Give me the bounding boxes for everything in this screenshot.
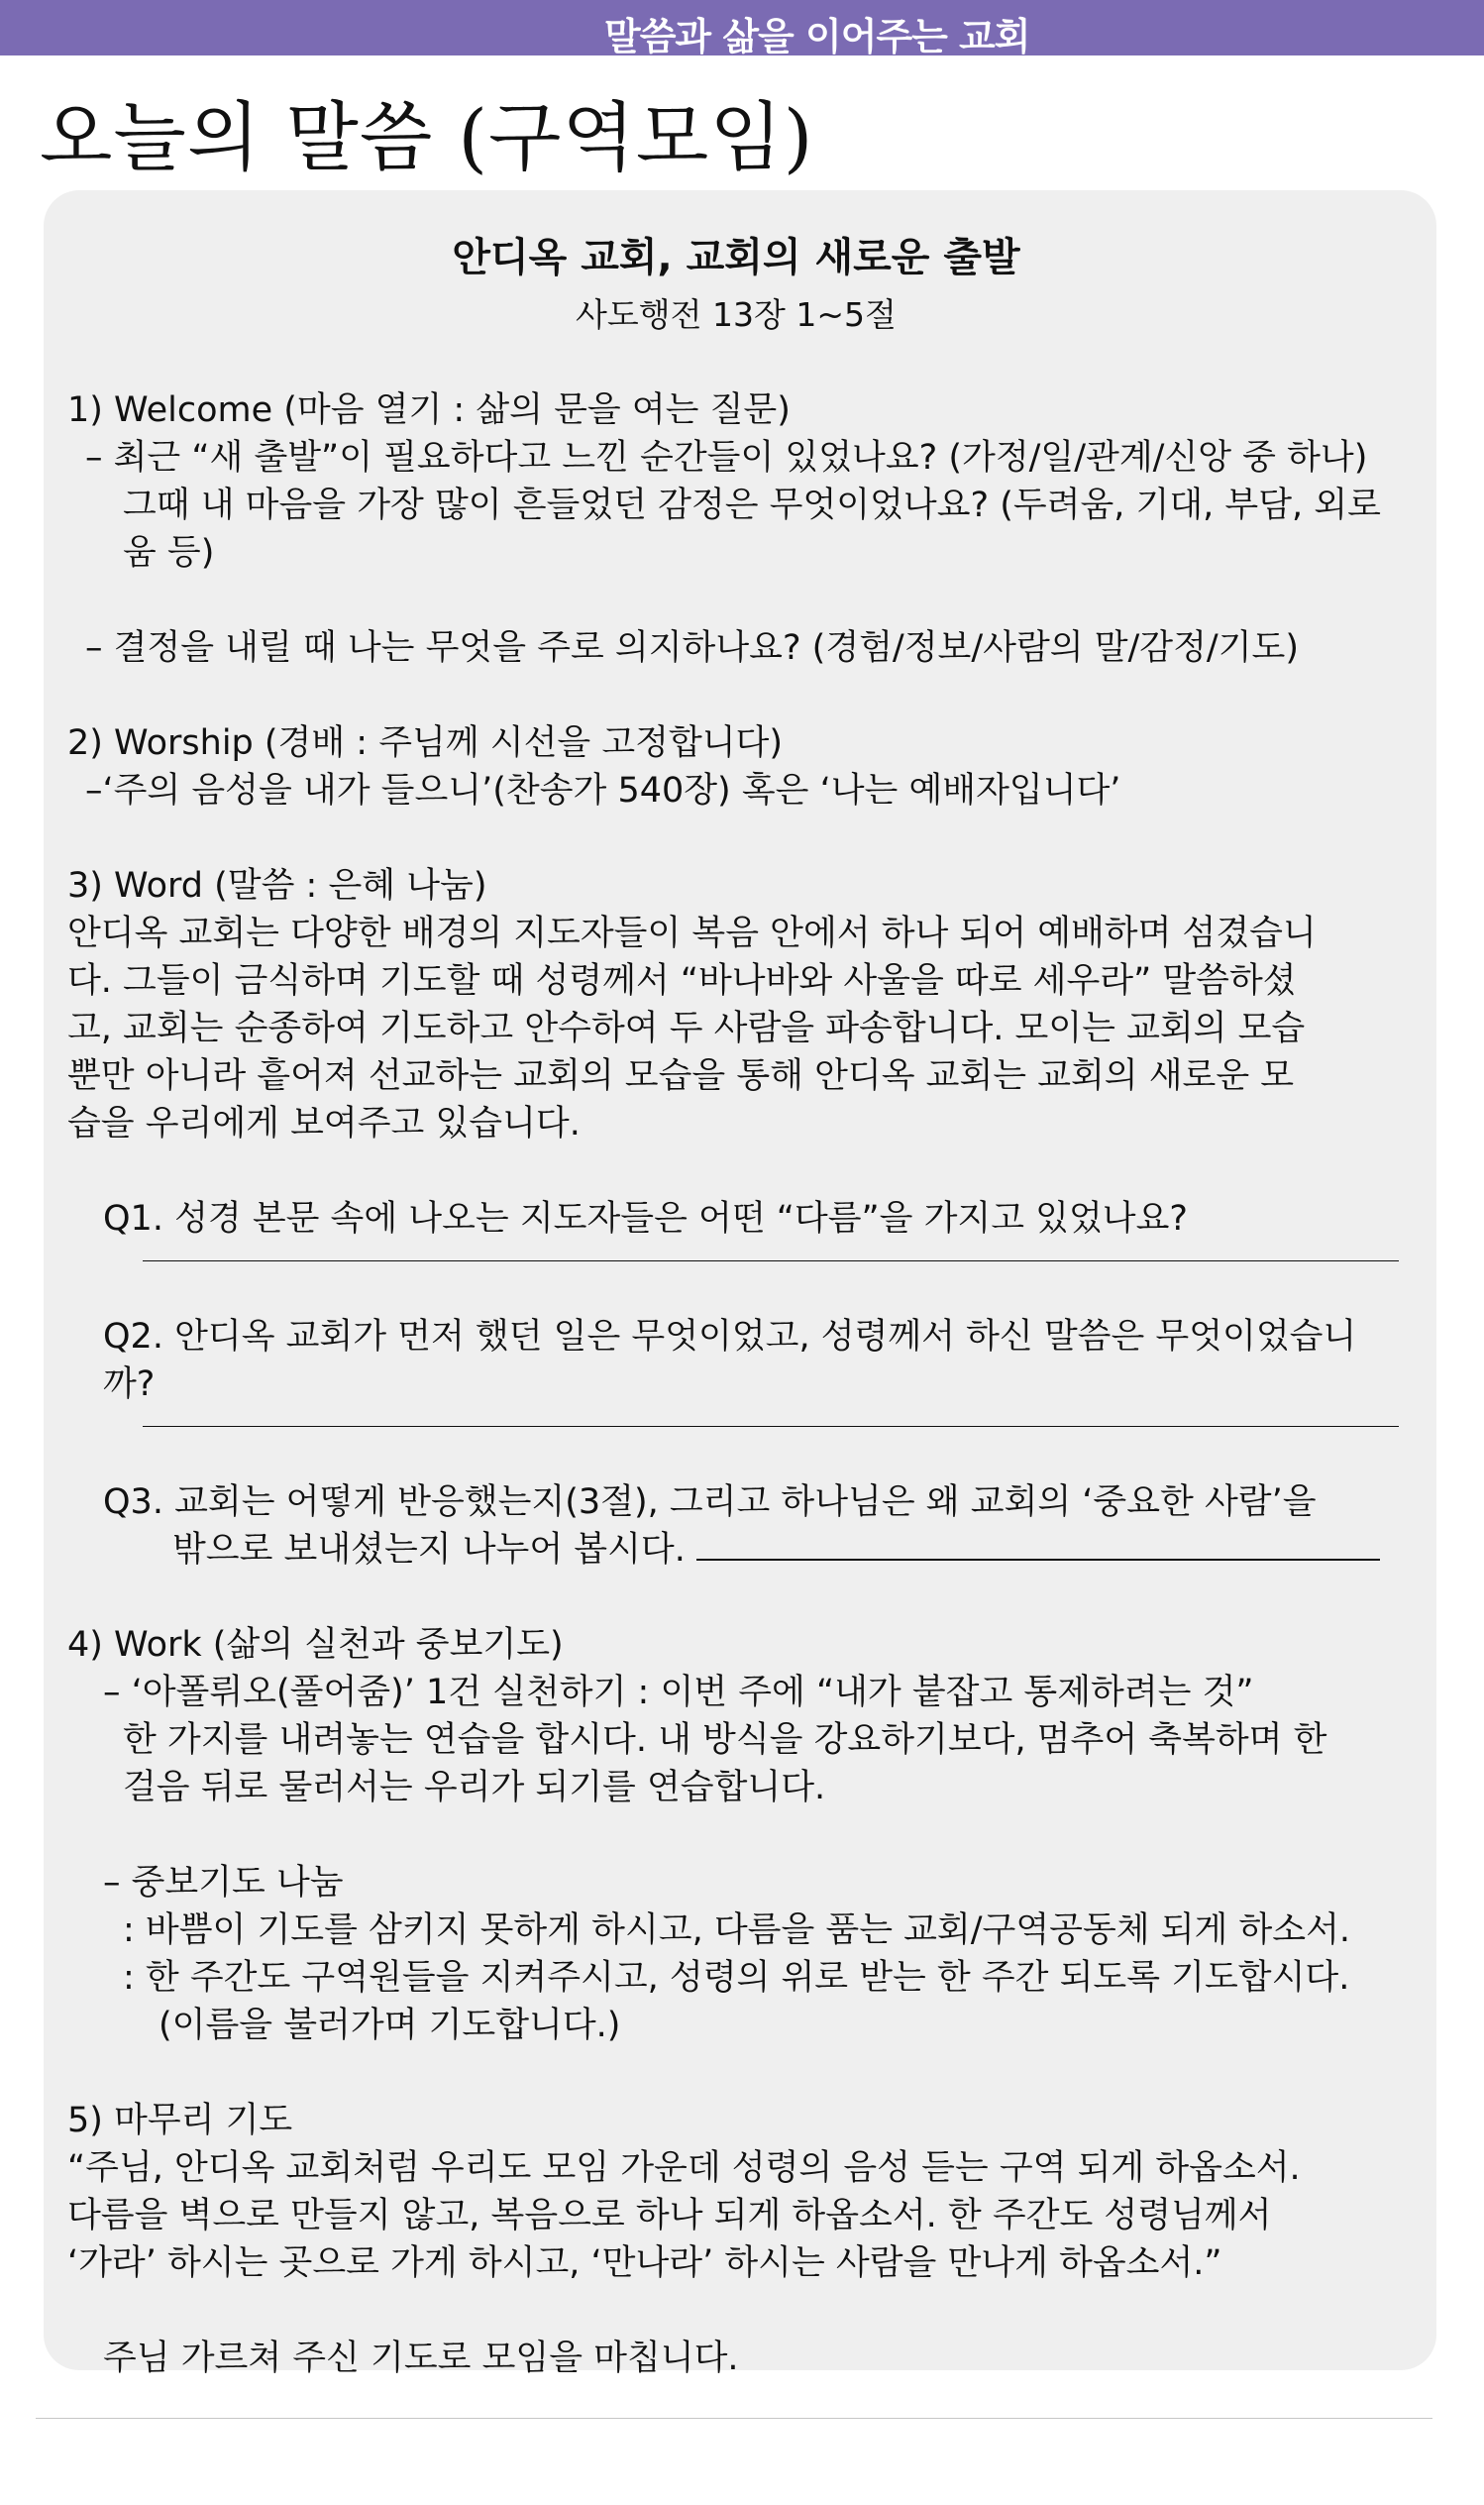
welcome-question-1: – 최근 “새 출발”이 필요하다고 느낀 순간들이 있었나요? (가정/일/관계/신앙 중 하나)	[85, 438, 1368, 478]
practice-line: – ‘아폴뤼오(풀어줌)’ 1건 실천하기 : 이번 주에 “내가 붙잡고 통제하려는 것”	[103, 1673, 1254, 1712]
section-word-heading: 3) Word (말씀 : 은혜 나눔)	[67, 866, 487, 906]
question-q3-cont-text: 밖으로 보내셨는지 나누어 봅시다.	[172, 1530, 686, 1570]
question-q1: Q1. 성경 본문 속에 나오는 지도자들은 어떤 “다름”을 가지고 있었나요?	[103, 1199, 1188, 1239]
question-q3: Q3. 교회는 어떻게 반응했는지(3절), 그리고 하나님은 왜 교회의 ‘중요한 사람’을	[103, 1482, 1317, 1522]
banner-tagline: 말씀과 삶을 이어주는 교회	[604, 15, 1030, 58]
scripture-reference: 사도행전 13장 1~5절	[576, 295, 897, 334]
section-closing-heading: 5) 마무리 기도	[67, 2101, 293, 2140]
closing-prayer-line: “주님, 안디옥 교회처럼 우리도 모임 가운데 성령의 음성 듣는 구역 되게 하옵소서.	[67, 2148, 1301, 2188]
closing-prayer-line: ‘가라’ 하시는 곳으로 가게 하시고, ‘만나라’ 하시는 사람을 만나게 하옵소서.”	[67, 2243, 1222, 2283]
section-work-heading: 4) Work (삶의 실천과 중보기도)	[67, 1625, 564, 1665]
sermon-title: 안디옥 교회, 교회의 새로운 출발	[452, 235, 1020, 280]
prayer-share-heading: – 중보기도 나눔	[103, 1863, 344, 1903]
word-paragraph-line: 다. 그들이 금식하며 기도할 때 성령께서 “바나바와 사울을 따로 세우라” 말씀하셨	[67, 961, 1297, 1001]
closing-statement: 주님 가르쳐 주신 기도로 모임을 마칩니다.	[103, 2339, 739, 2378]
welcome-question-1-cont: 그때 내 마음을 가장 많이 흔들었던 감정은 무엇이었나요? (두려움, 기대, 부담, 외로움 등)	[123, 486, 1381, 573]
prayer-item: : 한 주간도 구역원들을 지켜주시고, 성령의 위로 받는 한 주간 되도록 기도합시다.	[123, 1958, 1350, 1998]
question-q2: Q2. 안디옥 교회가 먼저 했던 일은 무엇이었고, 성령께서 하신 말씀은 무엇이었습니까?	[103, 1317, 1357, 1404]
question-q3-cont	[67, 1526, 1405, 1574]
q1-answer-line[interactable]	[143, 1260, 1399, 1261]
word-paragraph-line: 안디옥 교회는 다양한 배경의 지도자들이 복음 안에서 하나 되어 예배하며 섬겼습니	[67, 914, 1317, 953]
practice-line: 걸음 뒤로 물러서는 우리가 되기를 연습합니다.	[123, 1768, 826, 1807]
practice-line: 한 가지를 내려놓는 연습을 합시다. 내 방식을 강요하기보다, 멈추어 축복하며 한	[123, 1720, 1327, 1760]
section-worship-heading: 2) Worship (경배 : 주님께 시선을 고정합니다)	[67, 723, 784, 763]
welcome-question-2: – 결정을 내릴 때 나는 무엇을 주로 의지하나요? (경험/정보/사람의 말/감정/기도)	[85, 628, 1299, 668]
prayer-item: : 바쁨이 기도를 삼키지 못하게 하시고, 다름을 품는 교회/구역공동체 되게 하소서.	[123, 1910, 1351, 1950]
q3-answer-line[interactable]	[696, 1529, 1380, 1561]
worksheet-content	[67, 230, 1405, 2382]
word-paragraph-line: 고, 교회는 순종하여 기도하고 안수하여 두 사람을 파송합니다. 모이는 교회의 모습	[67, 1009, 1306, 1048]
worship-songs: –‘주의 음성을 내가 들으니’(찬송가 540장) 혹은 ‘나는 예배자입니다’	[85, 771, 1121, 811]
top-banner	[0, 0, 1484, 58]
closing-prayer-line: 다름을 벽으로 만들지 않고, 복음으로 하나 되게 하옵소서. 한 주간도 성령님께서	[67, 2196, 1272, 2235]
bottom-divider	[36, 2418, 1432, 2419]
page-title: 오늘의 말씀 (구역모임)	[40, 93, 814, 181]
section-welcome-heading: 1) Welcome (마음 열기 : 삶의 문을 여는 질문)	[67, 390, 791, 430]
word-paragraph-line: 습을 우리에게 보여주고 있습니다.	[67, 1104, 581, 1144]
q2-answer-line[interactable]	[143, 1426, 1399, 1427]
word-paragraph-line: 뿐만 아니라 흩어져 선교하는 교회의 모습을 통해 안디옥 교회는 교회의 새로운 모	[67, 1056, 1295, 1096]
prayer-note: (이름을 불러가며 기도합니다.)	[159, 2006, 621, 2045]
